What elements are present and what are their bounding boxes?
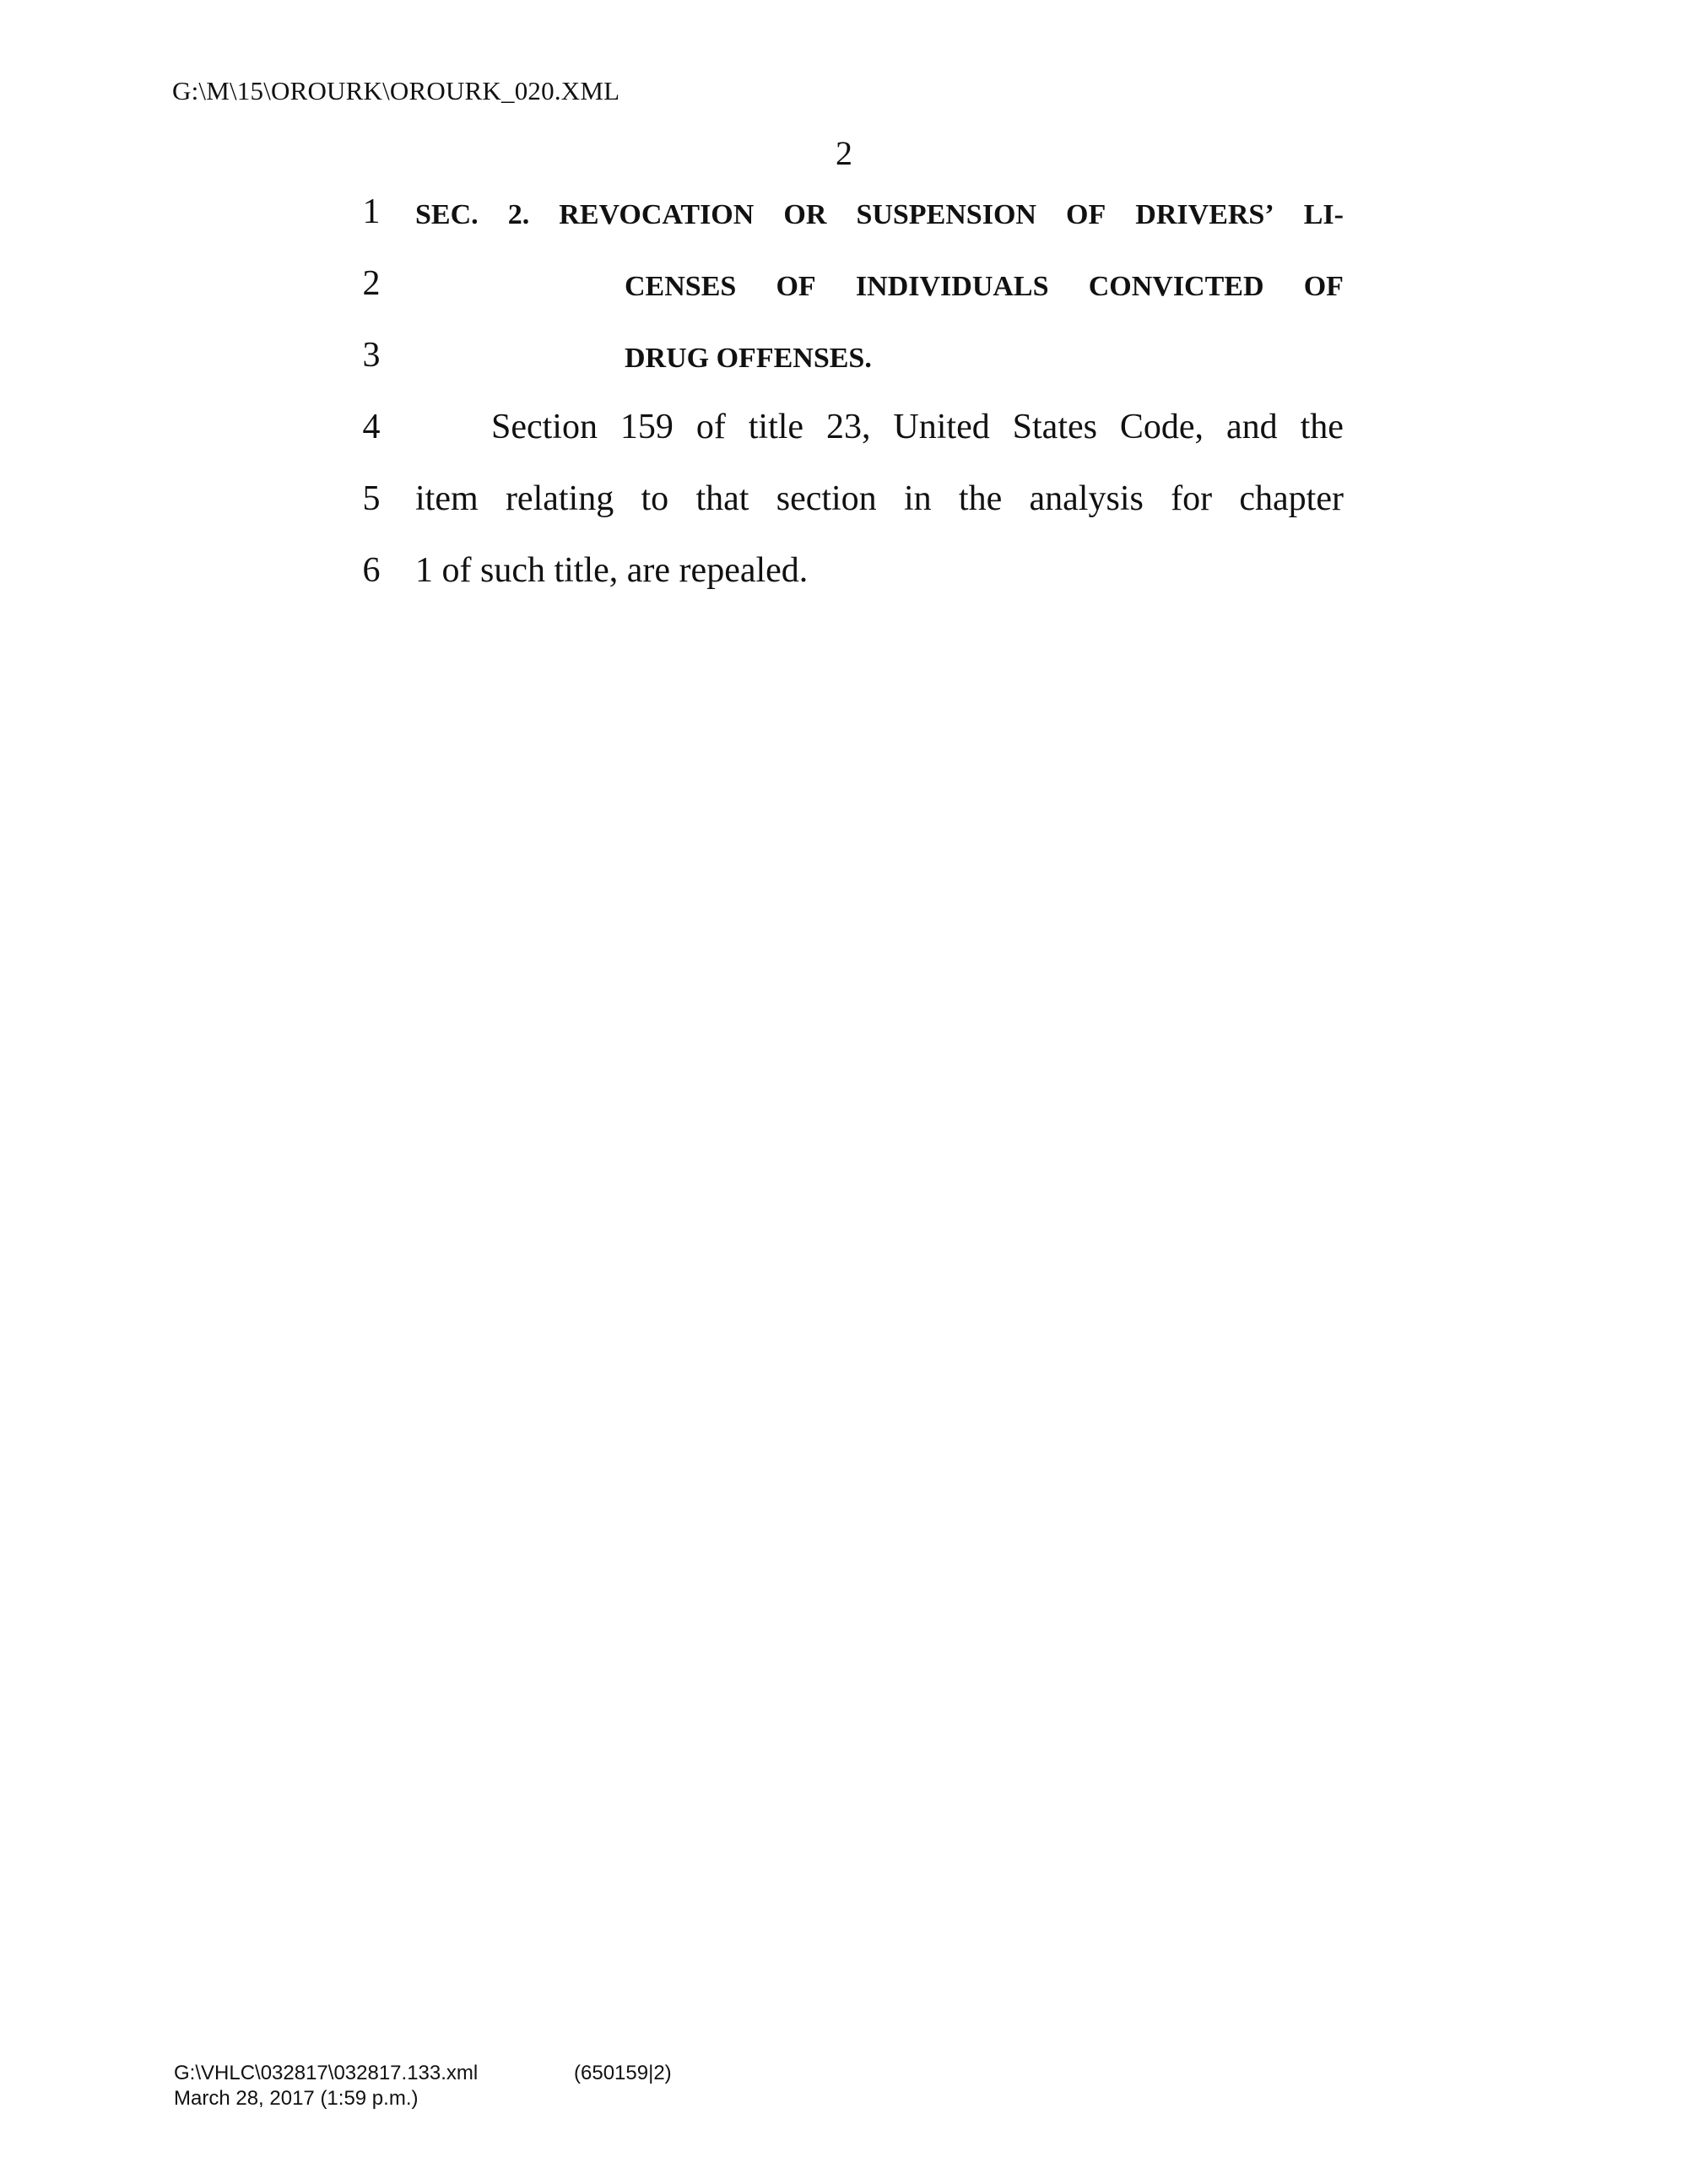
heading-word: OF <box>1066 199 1106 230</box>
footer-timestamp: March 28, 2017 (1:59 p.m.) <box>174 2087 419 2110</box>
body-word: title <box>748 408 804 446</box>
body-word: States <box>1012 408 1097 446</box>
body-line-6: 1 of such title, are repealed. <box>415 551 809 590</box>
line-number-6: 6 <box>362 551 381 590</box>
heading-word: OF <box>776 271 816 302</box>
heading-word: LI- <box>1303 199 1344 230</box>
body-word: United <box>893 408 990 446</box>
line-number-5: 5 <box>362 479 381 518</box>
heading-word: CENSES <box>625 271 737 302</box>
heading-word: SUSPENSION <box>856 199 1036 230</box>
body-word: relating <box>505 479 614 518</box>
body-line-5 <box>415 481 1344 516</box>
body-word: and <box>1225 408 1278 446</box>
heading-word: OF <box>1303 271 1344 302</box>
body-word: for <box>1171 479 1213 518</box>
body-word: Code, <box>1119 408 1204 446</box>
line-number-4: 4 <box>362 408 381 446</box>
body-word: 23, <box>826 408 871 446</box>
body-word: Section <box>491 408 598 446</box>
body-word: analysis <box>1029 479 1144 518</box>
page-number: 2 <box>836 134 852 172</box>
heading-word: OR <box>783 199 827 230</box>
heading-word: 2. <box>507 199 530 230</box>
body-word: of <box>695 408 726 446</box>
body-word: chapter <box>1239 479 1344 518</box>
line-number-3: 3 <box>362 336 381 375</box>
section-heading-line-1 <box>415 201 1344 230</box>
section-heading-line-3: DRUG OFFENSES. <box>625 343 872 374</box>
header-file-path: G:\M\15\OROURK\OROURK_020.XML <box>172 76 620 105</box>
body-word: the <box>958 479 1003 518</box>
body-word: the <box>1300 408 1344 446</box>
heading-word: INDIVIDUALS <box>855 271 1049 302</box>
body-line-4 <box>491 409 1344 445</box>
heading-word: DRIVERS’ <box>1135 199 1274 230</box>
heading-word: SEC. <box>415 199 479 230</box>
section-heading-line-2 <box>625 273 1344 301</box>
line-number-1: 1 <box>362 192 381 231</box>
heading-word: CONVICTED <box>1088 271 1264 302</box>
body-word: that <box>695 479 749 518</box>
line-number-2: 2 <box>362 264 381 303</box>
footer-file-path: G:\VHLC\032817\032817.133.xml <box>174 2062 479 2084</box>
body-word: to <box>641 479 669 518</box>
heading-word: REVOCATION <box>559 199 755 230</box>
body-word: 159 <box>619 408 674 446</box>
body-word: in <box>903 479 932 518</box>
body-word: item <box>415 479 479 518</box>
footer-doc-id: (650159|2) <box>574 2062 672 2084</box>
body-word: section <box>776 479 877 518</box>
